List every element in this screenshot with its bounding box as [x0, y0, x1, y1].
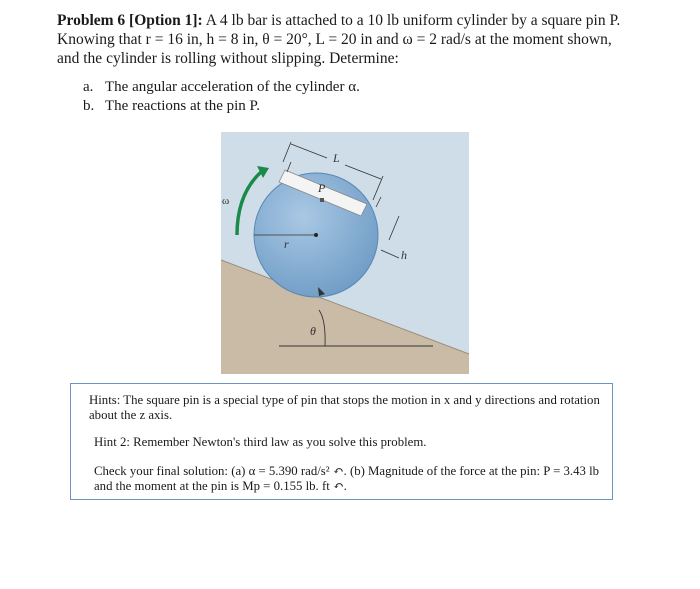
dimension-h-tick-bottom: [381, 250, 399, 258]
dimension-l-ext-right: [373, 176, 383, 200]
dimension-h-line: [389, 216, 399, 240]
problem-statement: [57, 11, 657, 68]
problem-figure: [221, 132, 469, 374]
question-b: [83, 97, 360, 116]
dimension-l-line-right: [345, 165, 381, 179]
label-l: L: [333, 151, 340, 165]
problem-sentence-2: Knowing that r = 16 in, h = 8 in, θ = 20°, L = 20 in and ω = 2 rad/s at the moment shown,: [57, 31, 612, 48]
label-theta: θ: [310, 324, 316, 338]
solution-check: Check your final solution: (a) α = 5.390 rad/s² ↶. (b) Magnitude of the force at the pin: P = 3.43 lb and the moment at the pin is Mp = 0.155 lb. ft ↶.: [94, 464, 600, 493]
figure-svg: [221, 132, 469, 374]
label-p: P: [318, 181, 326, 195]
question-letter: a.: [83, 79, 94, 95]
hints-box: [70, 383, 613, 500]
dimension-l-ext-left: [283, 142, 291, 162]
pin-p: [320, 198, 324, 202]
question-text: The reactions at the pin P.: [105, 98, 260, 114]
hint-1: Hints: The square pin is a special type of pin that stops the motion in x and y directions and rotation about the z axis.: [89, 393, 600, 422]
dimension-l-left-tick: [287, 162, 291, 172]
question-a: [83, 78, 360, 97]
problem-sentence-1: A 4 lb bar is attached to a 10 lb uniform cylinder by a square pin P.: [205, 12, 621, 29]
label-omega: ω: [222, 195, 230, 207]
hint-2: Hint 2: Remember Newton's third law as you solve this problem.: [94, 435, 427, 449]
problem-sentence-3: and the cylinder is rolling without slipping. Determine:: [57, 50, 399, 67]
question-list: [83, 78, 360, 116]
problem-label: Problem 6 [Option 1]:: [57, 12, 203, 29]
label-h: h: [401, 248, 407, 262]
question-text: The angular acceleration of the cylinder α.: [105, 79, 360, 95]
dimension-l-line-left: [291, 144, 327, 158]
question-letter: b.: [83, 98, 95, 114]
dimension-l-right-tick: [376, 197, 381, 207]
label-r: r: [284, 237, 289, 251]
